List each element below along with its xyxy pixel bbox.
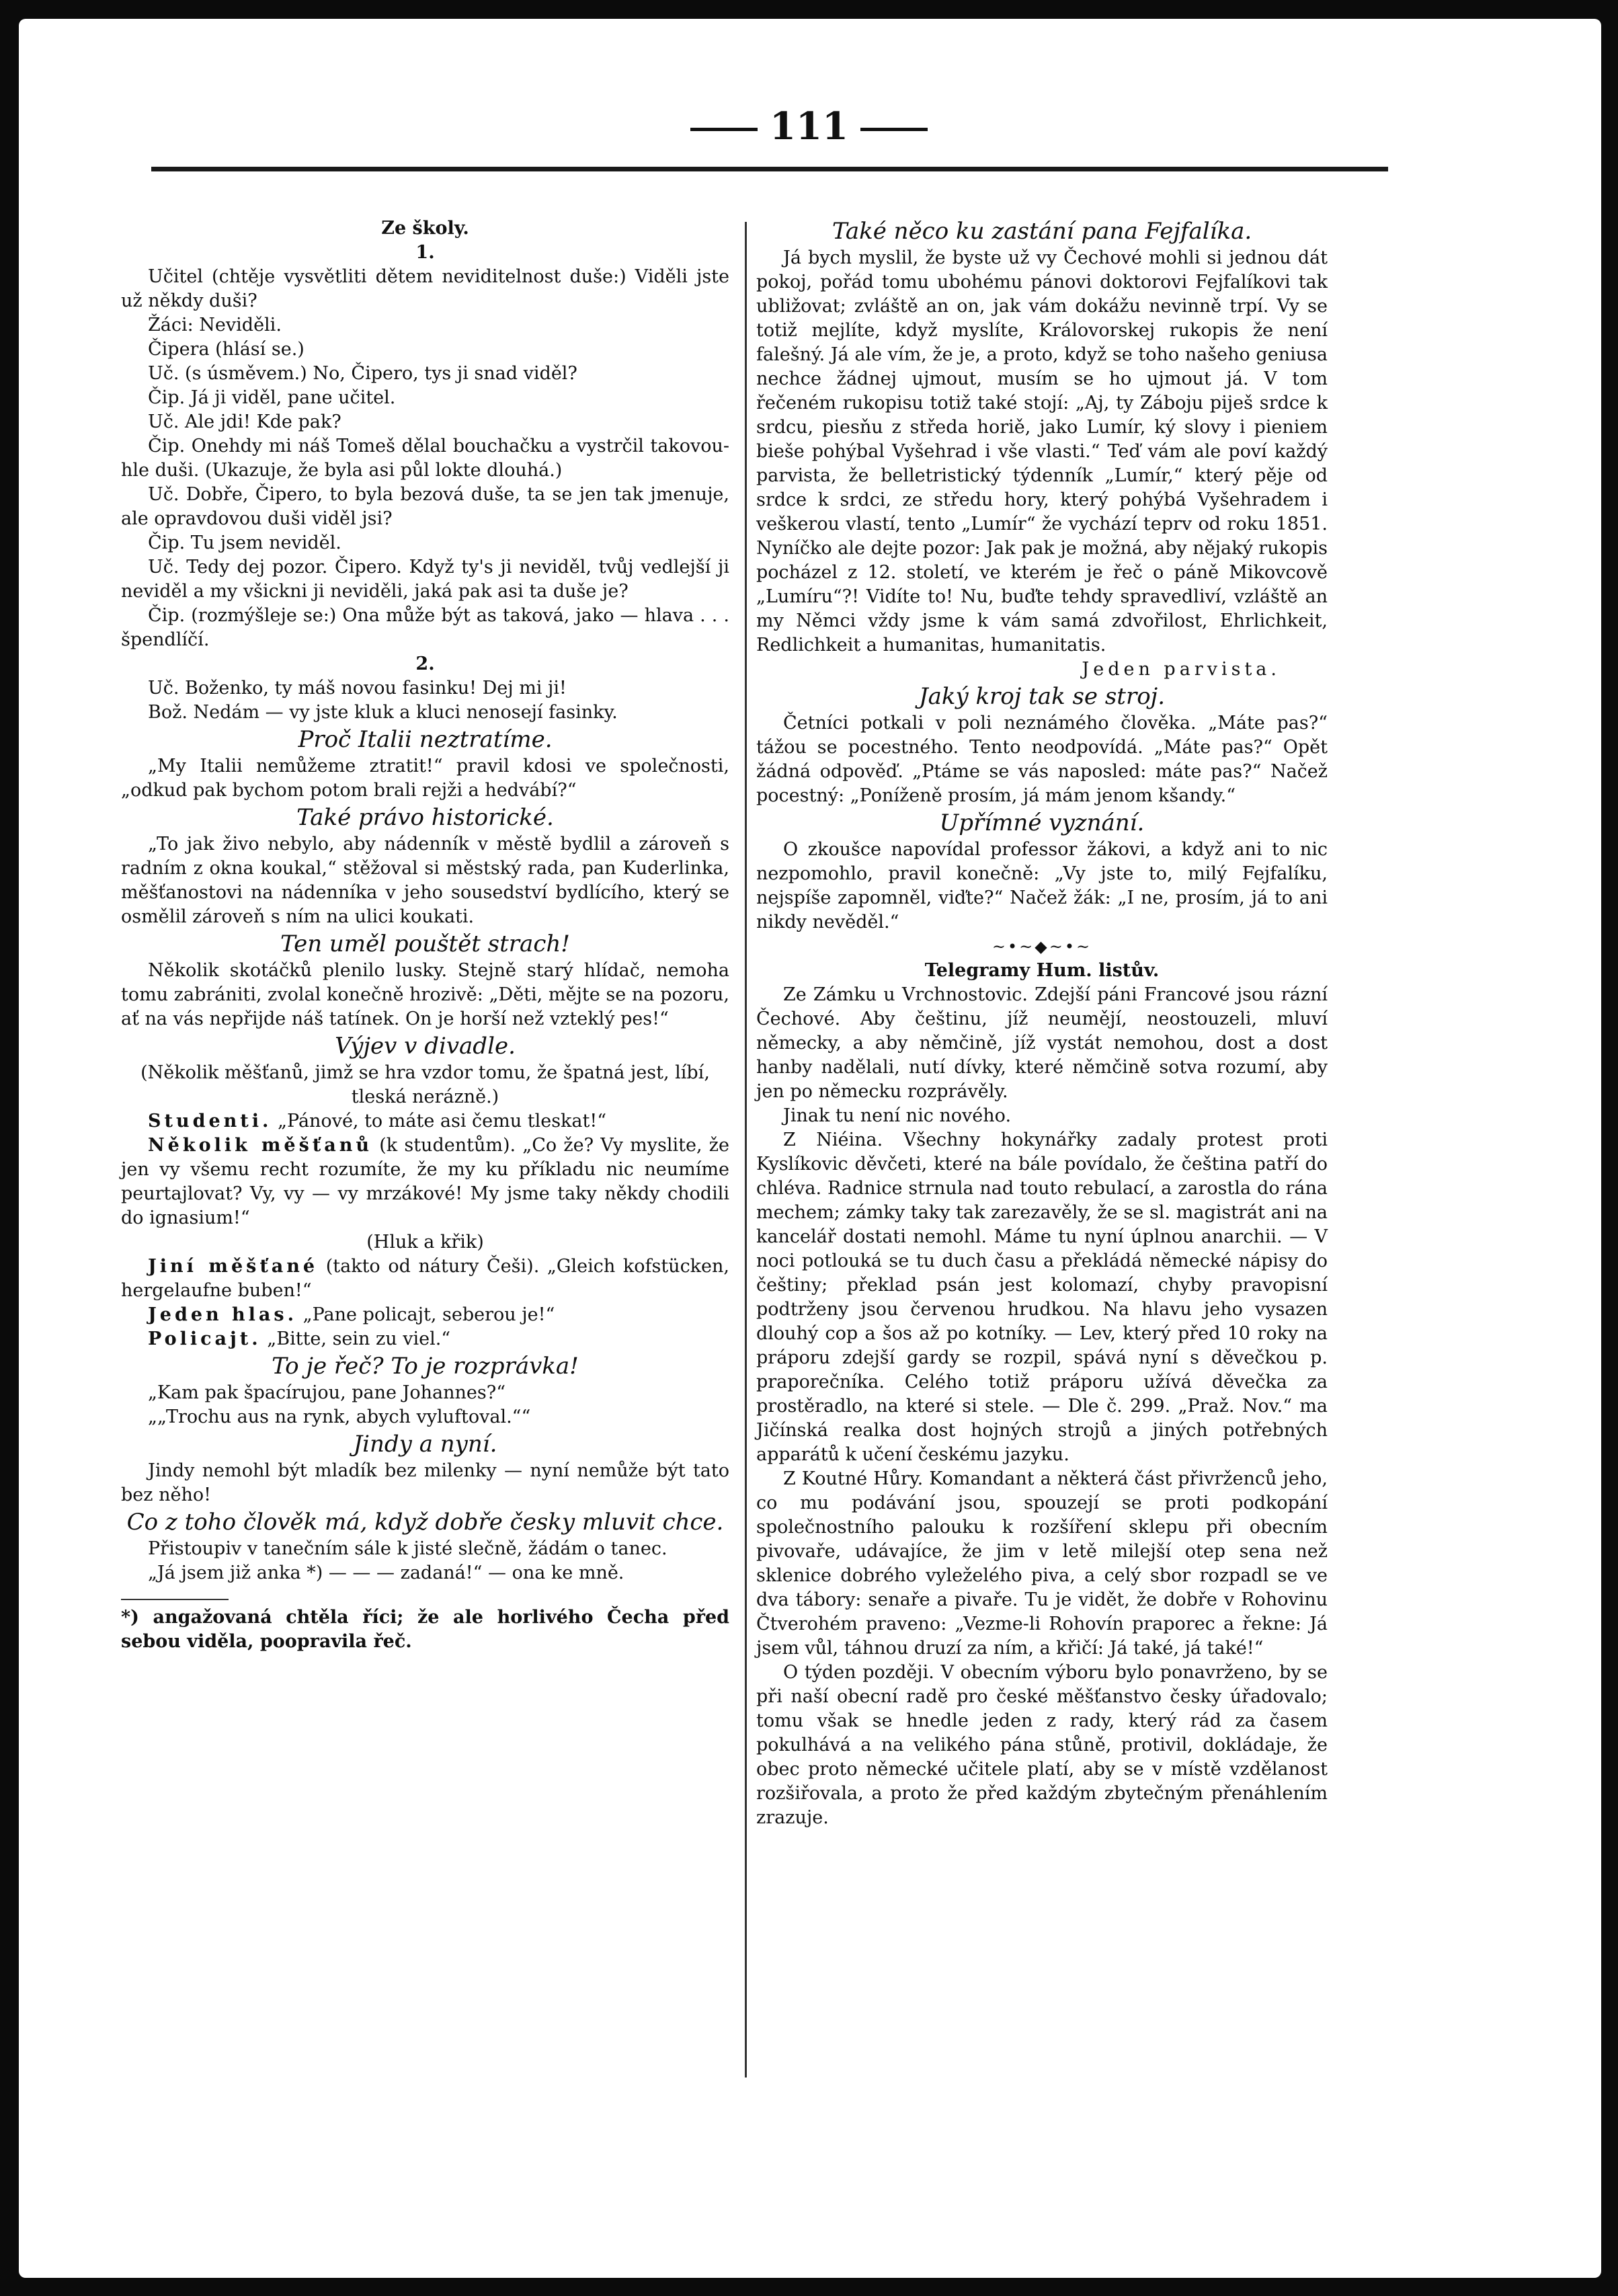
article-title: Co z toho člověk má, když dobře česky mluvit chce. (126, 1509, 724, 1536)
article-title: Upřímné vyznání. (939, 809, 1145, 836)
dialogue-line (121, 1109, 729, 1134)
dialogue-line (121, 1327, 729, 1351)
paragraph: Jinak tu není nic nového. (783, 1105, 1012, 1126)
stage-direction: (Hluk a křik) (366, 1232, 484, 1253)
article-title: Jaký kroj tak se stroj. (918, 683, 1166, 710)
paragraph: „Já jsem již anka *) — — — zadaná!“ — ona ke mně. (148, 1562, 624, 1583)
paragraph: „„Trochu aus na rynk, abych vyluftoval.““ (148, 1407, 531, 1427)
speaker-name: Jiní měšťané (148, 1256, 319, 1277)
paragraph: Žáci: Neviděli. (148, 315, 282, 335)
dialogue-line (121, 1255, 729, 1303)
paragraph: Čip. Já ji viděl, pane učitel. (148, 387, 396, 408)
paragraph: Několik skotáčků plenilo lusky. Stejně starý hlídač, nemoha tomu zabrániti, zvolal konečně hrozivě: „Děti, mějte se na pozoru, ať na vás nepřijde náš tatínek. On je horší než vzteklý pes!“ (121, 960, 729, 1029)
speech-text: (k studentům). „Co že? Vy myslite, že jen vy všemu recht rozumíte, že my ku příkladu nic neumíme peurtajlovat? Vy, vy — vy mrzákové! My jsme taky někdy chodili do ignasium!“ (121, 1135, 729, 1228)
signature: Jeden parvista. (1082, 659, 1281, 680)
paragraph: Z Koutné Hůry. Komandant a některá část přivrženců jeho, co mu podávání jsou, spouzejí se proti podkopání společnostního palouku k rozšíření sklepu při obecním pivovaře, udávajíce, že jim v letě milejší otep sena než sklenice dobrého vyleželého piva, a celý sbor rozpadl se ve dva tábory: senaře a pivaře. Tu je vidět, že dobře v Rohovinu Čtverohém praveno: „Vezme-li Rohovín praporec a řekne: Já jsem vůl, táhnou druzí za ním, a křičí: Já také, já také!“ (756, 1468, 1328, 1659)
speaker-name: Policajt. (148, 1329, 261, 1349)
paragraph: „My Italii nemůžeme ztratit!“ pravil kdosi ve společnosti, „odkud pak bychom potom brali rejži a hedvábí?“ (121, 756, 729, 801)
footnote: *) angažovaná chtěla říci; že ale horlivého Čecha před sebou viděla, poopravila řeč. (121, 1607, 729, 1652)
dialogue-line (121, 1303, 729, 1327)
article-title: Také něco ku zastání pana Fejfalíka. (832, 218, 1252, 245)
paragraph: Uč. Ale jdi! Kde pak? (148, 411, 341, 432)
section-heading: Telegramy Hum. listův. (924, 960, 1160, 981)
paragraph: Čip. Onehdy mi náš Tomeš dělal bouchačku a vystrčil takovou-hle duši. (Ukazuje, že byla asi půl lokte dlouhá.) (121, 436, 729, 481)
paragraph: Učitel (chtěje vysvětliti dětem neviditelnost duše:) Viděli jste už někdy duši? (121, 266, 729, 311)
section-heading: Ze školy. (381, 218, 469, 239)
paragraph: Já bych myslil, že byste už vy Čechové mohli si jednou dát pokoj, pořád tomu ubohému pánovi doktorovi Fejfalíkovi tak ubližovat; zvláště an on, jak vám dokážu nevinně trpí. Vy se totiž mejlíte, když myslíte, Královorskej rukopis že není falešný. Já ale vím, že je, a proto, když se toho našeho geniusa nechce žádnej ujmout, musím se ho ujmout já. V tom řečeném rukopisu totiž také stojí: „Aj, ty Záboju piješ srdce k srdcu, piesňu z středa horiě, jako Lumír, ký slovy i pieniem bieše pohýbal Vyšehrad i vše vlasti.“ Teď vám ale poví každý parvista, že belletristický týdenník „Lumír,“ který pěje od srdce k srdci, ze středu hory, který pohýbá Vyšehradem i veškerou vlastí, tento „Lumír“ že vychází teprv od roku 1851. Nyníčko ale dejte pozor: Jak pak je možná, aby nějaký rukopis pocházel z 12. století, ve kterém je řeč o páně Mikovcově „Lumíru“?! Vidíte to! Nu, buďte tehdy spravedliví, vzláště an my Němci vždy jsme k vám samá zdvořilost, Ehrlichkeit, Redlichkeit a humanitas, humanitatis. (756, 247, 1328, 656)
article-title: Ten uměl pouštět strach! (280, 931, 570, 957)
header-rule (151, 167, 1388, 171)
speaker-name: Jeden hlas. (148, 1304, 298, 1325)
speaker-name: Studenti. (148, 1111, 272, 1132)
dialogue-line (121, 1134, 729, 1230)
speech-text: „Pane policajt, seberou je!“ (297, 1304, 555, 1325)
paragraph: „To jak živo nebylo, aby nádenník v městě bydlil a zároveň s radním z okna koukal,“ stěžoval si městský rada, pan Kuderlinka, měšťanostovi na nádenníka v jeho sousedství bydlícího, který se osmělil zároveň s ním na ulici koukati. (121, 834, 729, 927)
paragraph: Jindy nemohl být mladík bez milenky — nyní nemůže být tato bez něho! (121, 1460, 729, 1505)
article-title: Také právo historické. (296, 804, 554, 831)
paragraph: Uč. Boženko, ty máš novou fasinku! Dej mi ji! (148, 678, 567, 699)
speech-text: (takto od nátury Češi). „Gleich kofstücken, hergelaufne buben!“ (121, 1256, 729, 1301)
paragraph: Uč. Tedy dej pozor. Čipero. Když ty's ji neviděl, tvůj vedlejší ji neviděl a my všickni ji neviděli, jaká pak asi ta duše je? (121, 557, 729, 602)
paragraph: Četníci potkali v poli neznámého člověka. „Máte pas?“ tážou se pocestného. Tento neodpovídá. „Máte pas?“ Opět žádná odpověď. „Ptáme se vás naposled: máte pas?“ Načež pocestný: „Poníženě prosím, já mám jenom kšandy.“ (756, 713, 1328, 806)
paragraph: Bož. Nedám — vy jste kluk a kluci nenosejí fasinky. (148, 702, 618, 723)
article-title: Proč Italii neztratíme. (298, 726, 553, 753)
speaker-name: Několik měšťanů (148, 1135, 373, 1156)
page-number-header (0, 104, 1618, 149)
stage-direction: (Několik měšťanů, jimž se hra vzdor tomu, že špatná jest, líbí, tleská nerázně.) (140, 1062, 710, 1107)
paragraph: Ze Zámku u Vrchnostovic. Zdejší páni Francové jsou rázní Čechové. Aby češtinu, jíž neumějí, neostouzeli, mluví německy, a aby němčině, jíž vystát nemohou, dost a dost hanby nadělali, nutí dívky, které němčině sotva rozumí, aby jen po německu rozprávěly. (756, 984, 1328, 1102)
page-number: 111 (770, 104, 848, 149)
paragraph: Uč. Dobře, Čipero, to byla bezová duše, ta se jen tak jmenuje, ale opravdovou duši viděl jsi? (121, 484, 729, 529)
paragraph: O týden později. V obecním výboru bylo ponavrženo, by se při naší obecní radě pro české měšťanstvo česky úřadovalo; tomu však se hnedle jeden z rady, který rád za časem pokulhává a na velikého pána stůně, protivil, dokládaje, že obec proto německé učitele platí, aby se v místě vzdělanost rozšiřovala, a proto že před každým zbytečným přenáhlením zrazuje. (756, 1662, 1328, 1828)
paragraph: Čip. (rozmýšleje se:) Ona může být as taková, jako — hlava . . . špendlíčí. (121, 605, 729, 650)
paragraph: Z Niéina. Všechny hokynářky zadaly protest proti Kyslíkovic děvčeti, které na bále povídalo, že čeština patří do chléva. Radnice strnula nad touto rebulací, a zarostla do rána mechem; zámky taky tak zarezavěly, že se sl. magistrát ani na kancelář dostati nemohl. Máme tu nyní úplnou anarchii. — V noci potlouká se tu duch času a překládá německé nápisy do češtiny; překlad psán jest kolomazí, chyby pravopisní podtrženy jsou červenou hrudkou. Na hlavu jeho vysazen dlouhý cop a šos až po kotníky. — Lev, který před 10 roky na práporu zdejší gardy se rozpil, spává nyní s děvečkou p. praporečníka. Celého totiž práporu užívá děvečka za prostěradlo, na které si stele. — Dle č. 299. „Praž. Nov.“ ma Jičínská realka dost hojných strojů a jiných potřebných apparátů k učení českému jazyku. (756, 1130, 1328, 1465)
right-column (756, 216, 1328, 1830)
article-title: Výjev v divadle. (335, 1033, 516, 1060)
paragraph: O zkoušce napovídal professor žákovi, a když ani to nic nezpomohlo, pravil konečně: „Vy jste to, milý Fejfalíku, nejspíše zapomněl, viďte?“ Načež žák: „I ne, prosím, já to ani nikdy nevěděl.“ (756, 839, 1328, 933)
ornament-divider: ~•~◆~•~ (992, 937, 1092, 956)
paragraph: Čipera (hlásí se.) (148, 339, 305, 360)
item-number: 1. (415, 242, 435, 263)
left-column (121, 216, 729, 1654)
article-title: Jindy a nyní. (353, 1431, 497, 1458)
paragraph: Čip. Tu jsem neviděl. (148, 532, 341, 553)
footnote-rule (121, 1599, 229, 1600)
paragraph: Přistoupiv v tanečním sále k jisté slečně, žádám o tanec. (148, 1538, 668, 1559)
article-title: To je řeč? To je rozprávka! (272, 1353, 579, 1380)
column-divider (745, 222, 747, 2077)
speech-text: „Bitte, sein zu viel.“ (261, 1329, 451, 1349)
header-dash-right (860, 128, 928, 131)
speech-text: „Pánové, to máte asi čemu tleskat!“ (272, 1111, 607, 1132)
header-dash-left (690, 128, 758, 131)
item-number: 2. (415, 654, 435, 674)
paragraph: „Kam pak špacírujou, pane Johannes?“ (148, 1382, 506, 1403)
paragraph: Uč. (s úsměvem.) No, Čipero, tys ji snad viděl? (148, 363, 577, 384)
